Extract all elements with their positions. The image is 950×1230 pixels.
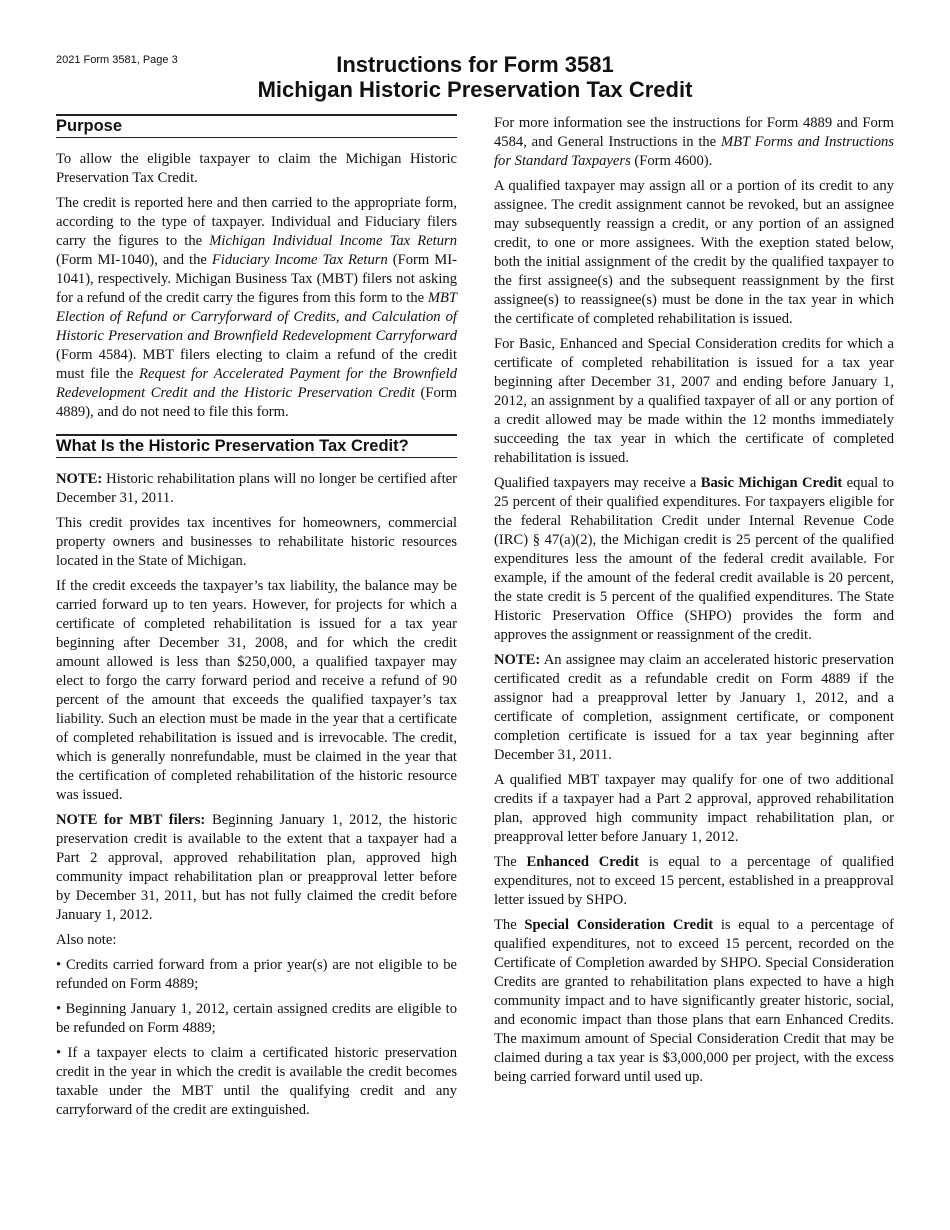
right-column (494, 114, 894, 1093)
also-note-label: Also note: (56, 932, 117, 948)
additional-credits-paragraph: A qualified MBT taxpayer may qualify for one of two additional credits if a taxpayer had a Part 2 approval, approved rehabilitation plan, approved high community impact rehabilitation plan, or preapproval letter before January 1, 2012. (494, 772, 894, 845)
note-assignee: NOTE: An assignee may claim an accelerated historic preservation certificated credit as a refundable credit on Form 4889 if the assignor had a preapproval letter by January 1, 2012, and a certificate of completion, assignment certificate, or component completion certificate is issued for a tax year beginning after December 31, 2011. (494, 652, 894, 763)
what-paragraph-2: If the credit exceeds the taxpayer’s tax liability, the balance may be carried forward up to ten years. However, for projects for which a certificate of completed rehabilitation is issued for a tax year beginning after December 31, 2008, and for which the credit amount allowed is less than $250,000, a qualified taxpayer may elect to forgo the carry forward period and receive a refund of 90 percent of the amount that exceeds the qualified taxpayer’s tax liability. Such an election must be made in the year that a certificate of completed rehabilitation is issued and is irrevocable. The credit, which is generally nonrefundable, must be claimed in the year that the certification of completed rehabilitation of the historic resource was issued. (56, 578, 457, 803)
bullet-item: • If a taxpayer elects to claim a certificated historic preservation credit in the year in which the credit is available the credit becomes taxable under the MBT until the qualifying credit and any carryforward of the credit are extinguished. (56, 1045, 457, 1118)
purpose-paragraph-2: The credit is reported here and then carried to the appropriate form, according to the type of taxpayer. Individual and Fiduciary filers carry the figures to the Michigan Individual Income Tax Return (Form MI-1040), and the Fiduciary Income Tax Return (Form MI-1041), respectively. Michigan Business Tax (MBT) filers not asking for a refund of the credit carry the figures from this form to the MBT Election of Refund or Carryforward of Credits, and Calculation of Historic Preservation and Brownfield Redevelopment Carryforward (Form 4584). MBT filers electing to claim a refund of the credit must file the Request for Accelerated Payment for the Brownfield Redevelopment Credit and the Historic Preservation Credit (Form 4889), and do not need to file this form. (56, 195, 458, 420)
what-is-heading: What Is the Historic Preservation Tax Credit? (56, 434, 457, 458)
enhanced-credit-paragraph: The Enhanced Credit is equal to a percentage of qualified expenditures, not to exceed 15 percent, established in a preapproval letter issued by SHPO. (494, 854, 894, 908)
bullet-item: • Credits carried forward from a prior year(s) are not eligible to be refunded on Form 4889; (56, 957, 457, 992)
page-label: 2021 Form 3581, Page 3 (56, 54, 178, 66)
assignment-paragraph: A qualified taxpayer may assign all or a portion of its credit to any assignee. The credit assignment cannot be revoked, but an assignee may subsequently reassign a credit, or any portion of an assigned credit, to one or more assignees. With the exeption stated below, both the initial assignment of the credit by the qualified taxpayer to the first assignee(s) and the subsequent reassignment by the first assignee(s) to reassignee(s) must be done in the tax year in which the certificate of completed rehabilitation is issued. (494, 178, 894, 327)
bullet-item: • Beginning January 1, 2012, certain assigned credits are eligible to be refunded on Form 4889; (56, 1001, 457, 1036)
purpose-paragraph-1: To allow the eligible taxpayer to claim the Michigan Historic Preservation Tax Credit. (56, 151, 457, 186)
basic-credit-paragraph: Qualified taxpayers may receive a Basic Michigan Credit equal to 25 percent of their qualified expenditures. For taxpayers eligible for the federal Rehabilitation Credit under Internal Revenue Code (IRC) § 47(a)(2), the Michigan credit is 25 percent of the qualified expenditures less the amount of the federal credit available. For example, if the amount of the federal credit available is 20 percent, the state credit is 5 percent of the qualified expenditures. The State Historic Preservation Office (SHPO) provides the form and approves the assignment or reassignment of the credit. (494, 475, 894, 643)
note-mbt-filers: NOTE for MBT filers: Beginning January 1, 2012, the historic preservation credit is available to the extent that a taxpayer had a Part 2 approval, approved rehabilitation plan, approved high community impact rehabilitation plan or preapproval letter before by December 31, 2011, but has not fully claimed the credit before January 1, 2012. (56, 812, 458, 923)
what-paragraph-1: This credit provides tax incentives for homeowners, commercial property owners and businesses to rehabilitate historic resources located in the State of Michigan. (56, 515, 457, 569)
note-certification: NOTE: Historic rehabilitation plans will no longer be certified after December 31, 2011. (56, 471, 457, 506)
special-consideration-paragraph: The Special Consideration Credit is equal to a percentage of qualified expenditures, not to exceed 15 percent, recorded on the Certificate of Completion awarded by SHPO. Special Consideration Credits are granted to rehabilitation plans expected to have a high community impact and to have significantly greater historic, social, and economic impact than those plans that earn Enhanced Credits. The maximum amount of Special Consideration Credit that may be claimed during a tax year is $3,000,000 per project, with the excess being carried forward until used up. (494, 917, 894, 1085)
assignment-timing-paragraph: For Basic, Enhanced and Special Consideration credits for which a certificate of completed rehabilitation is issued for a tax year beginning after December 31, 2007 and ending before January 1, 2012, an assignment by a qualified taxpayer of all or any portion of a credit allowed may be made within the 12 months immediately succeeding the tax year in which the certificate of completed rehabilitation is issued. (494, 336, 894, 466)
more-info-paragraph: For more information see the instructions for Form 4889 and Form 4584, and General Instructions in the MBT Forms and Instructions for Standard Taxpayers (Form 4600). (494, 115, 894, 169)
purpose-heading: Purpose (56, 114, 457, 138)
document-subtitle: Michigan Historic Preservation Tax Credit (257, 77, 693, 102)
left-column (56, 114, 457, 1126)
document-title: Instructions for Form 3581 (336, 52, 614, 77)
